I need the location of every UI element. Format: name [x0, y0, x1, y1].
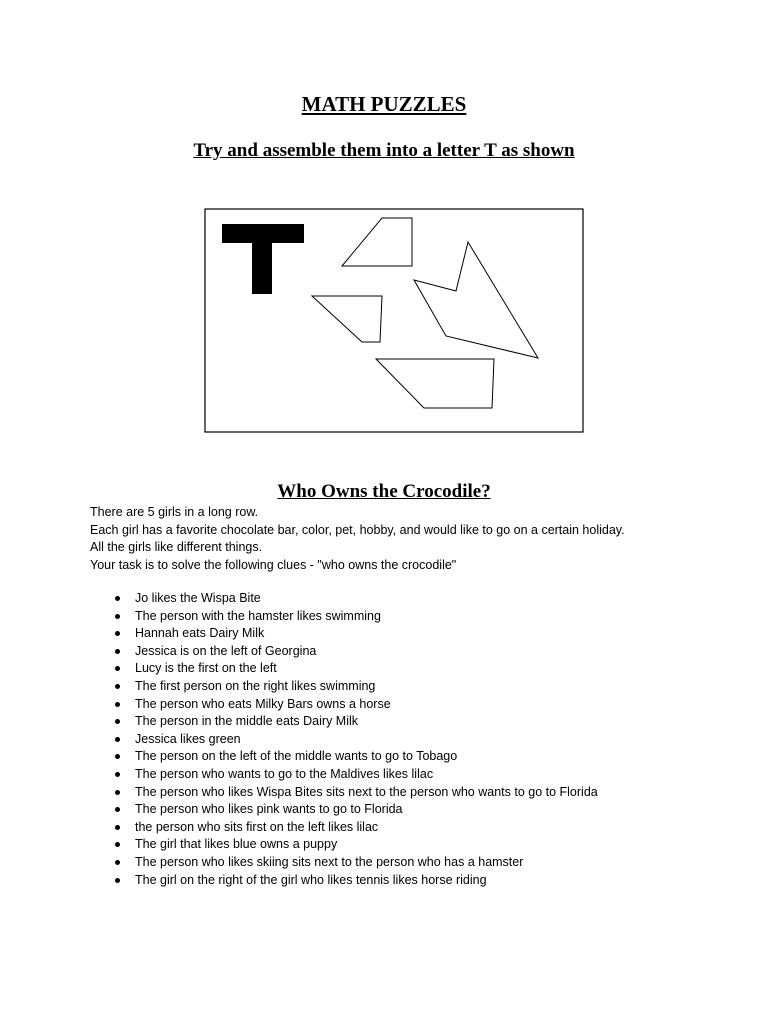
clue-item: Hannah eats Dairy Milk [90, 625, 598, 643]
intro-line: There are 5 girls in a long row. [90, 505, 259, 519]
clue-item: The girl on the right of the girl who likes tennis likes horse riding [90, 872, 598, 890]
page-title: MATH PUZZLES [301, 92, 467, 116]
clue-item: Lucy is the first on the left [90, 660, 598, 678]
intro-text [90, 504, 625, 574]
clue-item: The person on the left of the middle wants to go to Tobago [90, 748, 598, 766]
t-letter [222, 224, 304, 294]
clue-item: The person with the hamster likes swimming [90, 608, 598, 626]
trapezoid-piece [312, 296, 382, 342]
intro-line: Your task is to solve the following clues - "who owns the crocodile" [90, 557, 457, 572]
clue-item: The person who likes Wispa Bites sits next to the person who wants to go to Florida [90, 784, 598, 802]
puzzle-instruction: Try and assemble them into a letter T as shown [193, 140, 575, 161]
puzzle-figure [204, 208, 584, 433]
clue-item: Jessica likes green [90, 731, 598, 749]
clue-item: The person who likes skiing sits next to the person who has a hamster [90, 854, 598, 872]
clue-item: The first person on the right likes swimming [90, 678, 598, 696]
clue-item: Jessica is on the left of Georgina [90, 643, 598, 661]
clue-item: Jo likes the Wispa Bite [90, 590, 598, 608]
clue-item: The person who wants to go to the Maldives likes lilac [90, 766, 598, 784]
arrow-piece [414, 242, 538, 358]
clue-item: The girl that likes blue owns a puppy [90, 836, 598, 854]
clue-item: The person in the middle eats Dairy Milk [90, 713, 598, 731]
clue-item: The person who likes pink wants to go to Florida [90, 801, 598, 819]
parallelogram-piece [342, 218, 412, 266]
crocodile-title: Who Owns the Crocodile? [277, 481, 491, 502]
quadrilateral-piece [376, 359, 494, 408]
clue-item: the person who sits first on the left likes lilac [90, 819, 598, 837]
clue-item: The person who eats Milky Bars owns a horse [90, 696, 598, 714]
intro-line: Each girl has a favorite chocolate bar, color, pet, hobby, and would like to go on a certain holiday. [90, 522, 625, 537]
intro-line: All the girls like different things. [90, 540, 263, 554]
clue-list [90, 590, 598, 889]
